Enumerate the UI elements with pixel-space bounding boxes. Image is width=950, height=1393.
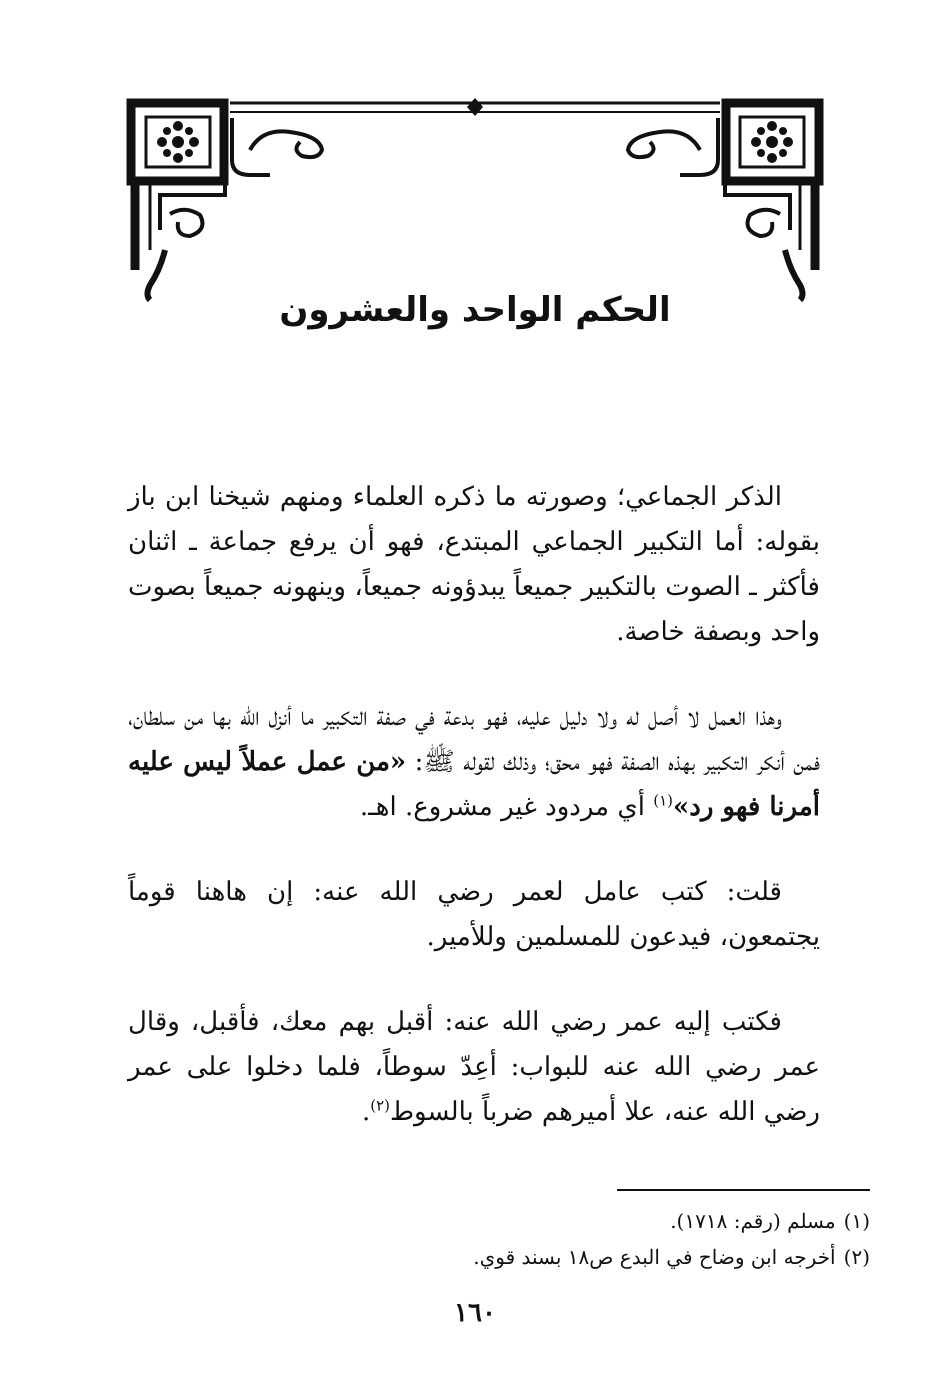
footnote-divider [617, 1189, 870, 1191]
footnote-text: مسلم (رقم: ١٧١٨). [670, 1209, 836, 1233]
footnote-ref-1[interactable]: (١) [653, 791, 673, 810]
footnote-2 [128, 1239, 870, 1275]
footnote-ref-2[interactable]: (٢) [370, 1096, 390, 1115]
paragraph-4-tail: . [361, 1097, 371, 1127]
paragraph-4 [128, 1000, 820, 1135]
paragraph-2-tail: أي مردود غير مشروع. اهـ. [359, 792, 654, 822]
page-number: ١٦٠ [454, 1298, 496, 1328]
footnote-number: (٢) [843, 1245, 870, 1269]
footnote-number: (١) [843, 1209, 870, 1233]
paragraph-1: الذكر الجماعي؛ وصورته ما ذكره العلماء ومنهم شيخنا ابن باز بقوله: أما التكبير الجماعي المبتدع، فهو أن يرفع جماعة ـ اثنان فأكثر ـ الصوت بالتكبير جميعاً يبدؤونه جميعاً، وينهونه جميعاً بصوت واحد وبصفة خاصة. [128, 482, 820, 647]
footnotes [128, 1203, 870, 1275]
footnote-1 [128, 1203, 870, 1239]
body-text [128, 475, 820, 1135]
decorative-frame [0, 0, 950, 320]
paragraph-3: قلت: كتب عامل لعمر رضي الله عنه: إن هاهنا قوماً يجتمعون، فيدعون للمسلمين وللأمير. [128, 877, 820, 952]
hadith-quote: «من عمل عملاً ليس عليه أمرنا فهو رد» [128, 747, 820, 822]
footnote-text: أخرجه ابن وضاح في البدع ص١٨ بسند قوي. [473, 1245, 836, 1269]
chapter-title: الحكم الواحد والعشرون [279, 290, 671, 330]
paragraph-2 [128, 695, 820, 830]
paragraph-2-lead: وهذا العمل لا أصل له ولا دليل عليه، فهو بدعة في صفة التكبير ما أنزل الله بها من سلطان، فمن أنكر التكبير بهذه الصفة فهو محق؛ وذلك لقوله ﷺ: [128, 702, 821, 777]
paragraph-4-lead: فكتب إليه عمر رضي الله عنه: أقبل بهم معك، فأقبل، وقال عمر رضي الله عنه للبواب: أعِدّ سوطاً، فلما دخلوا على عمر رضي الله عنه، علا أميرهم ضرباً بالسوط [128, 1007, 820, 1127]
